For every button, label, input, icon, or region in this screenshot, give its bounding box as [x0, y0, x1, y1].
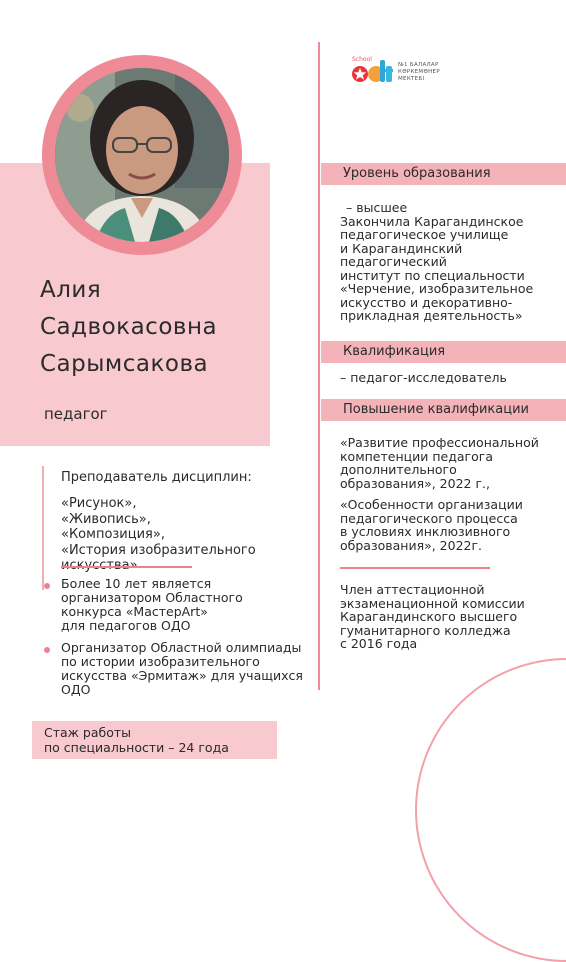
course-line: образования», 2022г.	[340, 537, 483, 553]
education-header: Уровень образования	[343, 166, 491, 181]
bullet-line: ОДО	[61, 682, 91, 697]
divider-dash	[340, 567, 490, 569]
school-art-logo	[352, 52, 452, 92]
decorative-arc	[415, 658, 566, 962]
discipline-item: «Рисунок»,	[61, 496, 137, 511]
experience-line: по специальности – 24 года	[44, 740, 229, 755]
courses-header: Повышение квалификации	[343, 402, 529, 417]
course-line: компетенции педагога	[340, 448, 493, 464]
bullet-line: по истории изобразительного	[61, 654, 260, 669]
bullet-dot-icon	[44, 647, 50, 653]
member-line: гуманитарного колледжа	[340, 622, 511, 638]
member-line: Член аттестационной	[340, 582, 485, 597]
qualification-header: Квалификация	[343, 344, 446, 359]
achievement-bullet-2	[61, 641, 311, 697]
education-line: педагогическое училище	[340, 227, 509, 242]
education-line: Закончила Карагандинское	[340, 213, 524, 229]
education-line: институт по специальности	[340, 267, 525, 283]
person-role: педагог	[44, 405, 108, 423]
bullet-line: конкурса «МастерArt»	[61, 604, 208, 619]
education-line: и Карагандинский	[340, 240, 463, 256]
course-1	[340, 436, 562, 490]
member-line: экзаменационной комиссии	[340, 595, 525, 611]
qualification-text: – педагог-исследователь	[340, 370, 507, 385]
left-accent-line	[42, 466, 44, 590]
portrait-photo	[55, 68, 229, 242]
course-line: дополнительного	[340, 462, 457, 477]
education-line: прикладная деятельность»	[340, 308, 523, 323]
name-line-1: Алия	[40, 277, 102, 303]
education-line: – высшее	[346, 200, 408, 215]
course-line: «Особенности организации	[340, 497, 523, 512]
achievement-bullet-1	[61, 577, 271, 633]
bullet-line: искусства «Эрмитаж» для учащихся	[61, 668, 303, 683]
course-line: в условиях инклюзивного	[340, 524, 511, 539]
commission-membership	[340, 583, 562, 651]
logo-line-2: КӨРКЕМӨНЕР	[398, 69, 440, 75]
person-name	[40, 272, 217, 383]
bullet-line: Организатор Областной олимпиады	[61, 640, 302, 655]
course-line: образования», 2022 г.,	[340, 475, 490, 491]
education-line: искусство и декоративно-	[340, 294, 513, 310]
discipline-item: «История изобразительного	[61, 542, 256, 558]
course-line: педагогического процесса	[340, 510, 518, 526]
experience-text	[44, 725, 229, 755]
right-divider-line	[318, 42, 320, 690]
course-2	[340, 498, 562, 552]
education-line: «Черчение, изобразительное	[340, 281, 534, 296]
member-line: с 2016 года	[340, 636, 418, 651]
bullet-line: Более 10 лет является	[61, 576, 212, 591]
experience-line: Стаж работы	[44, 725, 132, 740]
discipline-item: «Живопись»,	[61, 511, 151, 527]
disciplines-title: Преподаватель дисциплин:	[61, 470, 252, 485]
divider-dash	[61, 566, 192, 568]
logo-line-1: №1 БАЛАЛАР	[398, 62, 439, 68]
name-line-3: Сарымсакова	[40, 351, 209, 377]
name-line-2: Садвокасовна	[40, 314, 218, 340]
disciplines-list	[61, 496, 271, 574]
svg-text:School: School	[352, 56, 372, 63]
course-line: «Развитие профессиональной	[340, 435, 539, 450]
education-text	[340, 201, 562, 323]
logo-line-3: МЕКТЕБІ	[398, 76, 425, 82]
discipline-item: «Композиция»,	[61, 527, 165, 542]
education-line: педагогический	[340, 254, 447, 269]
bullet-line: для педагогов ОДО	[61, 618, 191, 633]
bullet-dot-icon	[44, 583, 50, 589]
member-line: Карагандинского высшего	[340, 609, 518, 624]
bullet-line: организатором Областного	[61, 590, 243, 605]
